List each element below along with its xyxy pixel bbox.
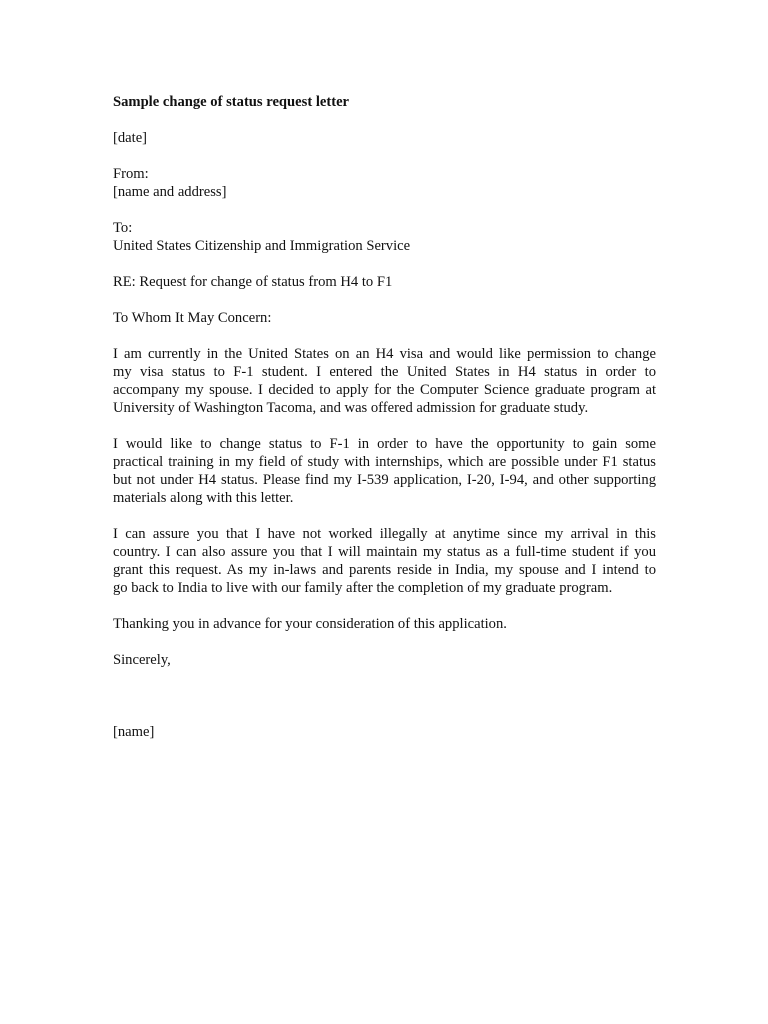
letter-title: Sample change of status request letter [113, 94, 350, 110]
from-value: [name and address] [113, 184, 227, 200]
to-value: United States Citizenship and Immigration Service [113, 238, 411, 254]
paragraph-2 [113, 435, 656, 507]
thanks-line: Thanking you in advance for your consideration of this application. [113, 616, 507, 632]
to-label: To: [113, 220, 133, 236]
letter-body [113, 93, 656, 741]
date-line: [date] [113, 130, 148, 146]
paragraph-line: but not under H4 status. Please find my I-539 application, I-20, I-94, and other supporting [113, 472, 656, 488]
salutation: To Whom It May Concern: [113, 310, 272, 326]
from-label: From: [113, 166, 149, 182]
paragraph-line: I can assure you that I have not worked illegally at anytime since my arrival in this [113, 526, 656, 542]
paragraph-line: country. I can also assure you that I will maintain my status as a full-time student if you [113, 544, 656, 560]
paragraph-1 [113, 345, 656, 417]
from-block [113, 165, 656, 201]
paragraph-line: University of Washington Tacoma, and was offered admission for graduate study. [113, 400, 589, 416]
paragraph-line: go back to India to live with our family after the completion of my graduate program. [113, 580, 613, 596]
signature-space [113, 669, 656, 723]
closing-line: Sincerely, [113, 652, 171, 668]
paragraph-line: practical training in my field of study with internships, which are possible under F1 status [113, 454, 656, 470]
paragraph-line: materials along with this letter. [113, 490, 294, 506]
signature-name: [name] [113, 724, 155, 740]
paragraph-line: accompany my spouse. I decided to apply for the Computer Science graduate program at [113, 382, 656, 398]
re-line: RE: Request for change of status from H4 to F1 [113, 274, 393, 290]
paragraph-line: grant this request. As my in-laws and parents reside in India, my spouse and I intend to [113, 562, 656, 578]
to-block [113, 219, 656, 255]
paragraph-line: I am currently in the United States on an H4 visa and would like permission to change [113, 346, 656, 362]
paragraph-3 [113, 525, 656, 597]
paragraph-line: my visa status to F-1 student. I entered the United States in H4 status in order to [113, 364, 656, 380]
paragraph-line: I would like to change status to F-1 in order to have the opportunity to gain some [113, 436, 656, 452]
